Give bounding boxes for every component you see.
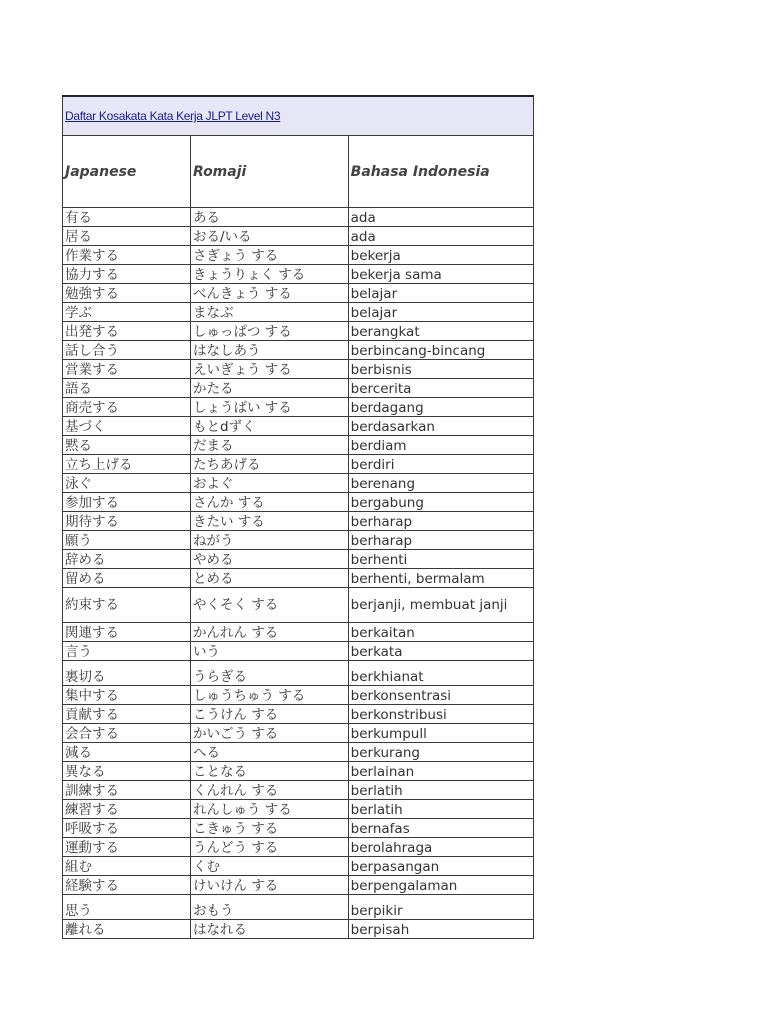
table-row [63,762,534,781]
indonesian-cell: berpisah [348,920,533,939]
romaji-cell: しゅうちゅう する [190,686,348,705]
indonesian-cell: berharap [348,531,533,550]
japanese-cell: 異なる [63,762,191,781]
table-row [63,436,534,455]
indonesian-cell: berangkat [348,322,533,341]
table-row [63,322,534,341]
indonesian-cell: berhenti [348,550,533,569]
indonesian-cell: ada [348,227,533,246]
japanese-cell: 協力する [63,265,191,284]
header-bahasa-indonesia: Bahasa Indonesia [348,136,533,208]
indonesian-cell: berlatih [348,800,533,819]
header-japanese: Japanese [63,136,191,208]
japanese-cell: 貢献する [63,705,191,724]
romaji-cell: えいぎょう する [190,360,348,379]
indonesian-cell: berdasarkan [348,417,533,436]
indonesian-cell: berkaitan [348,623,533,642]
romaji-cell: うんどう する [190,838,348,857]
romaji-cell: うらぎる [190,661,348,686]
japanese-cell: 参加する [63,493,191,512]
table-row [63,227,534,246]
table-row [63,379,534,398]
table-row [63,493,534,512]
romaji-cell: もとdずく [190,417,348,436]
japanese-cell: 基づく [63,417,191,436]
romaji-cell: くんれん する [190,781,348,800]
japanese-cell: 辞める [63,550,191,569]
japanese-cell: 呼吸する [63,819,191,838]
indonesian-cell: belajar [348,284,533,303]
table-row [63,876,534,895]
romaji-cell: やめる [190,550,348,569]
indonesian-cell: berjanji, membuat janji [348,588,533,623]
romaji-cell: おる/いる [190,227,348,246]
header-romaji: Romaji [190,136,348,208]
japanese-cell: 有る [63,208,191,227]
indonesian-cell: berkurang [348,743,533,762]
table-row [63,417,534,436]
romaji-cell: まなぶ [190,303,348,322]
indonesian-cell: berbincang-bincang [348,341,533,360]
romaji-cell: しょうばい する [190,398,348,417]
japanese-cell: 留める [63,569,191,588]
table-row [63,360,534,379]
indonesian-cell: bekerja [348,246,533,265]
japanese-cell: 組む [63,857,191,876]
indonesian-cell: bergabung [348,493,533,512]
table-row [63,838,534,857]
table-row [63,303,534,322]
japanese-cell: 関連する [63,623,191,642]
vocabulary-table [62,95,534,939]
table-row [63,284,534,303]
table-row [63,781,534,800]
japanese-cell: 裏切る [63,661,191,686]
romaji-cell: かいごう する [190,724,348,743]
table-row [63,920,534,939]
japanese-cell: 集中する [63,686,191,705]
japanese-cell: 願う [63,531,191,550]
romaji-cell: しゅっぱつ する [190,322,348,341]
indonesian-cell: berdiri [348,455,533,474]
indonesian-cell: berhenti, bermalam [348,569,533,588]
table-row [63,857,534,876]
romaji-cell: べんきょう する [190,284,348,303]
romaji-cell: こきゅう する [190,819,348,838]
table-row [63,642,534,661]
japanese-cell: 期待する [63,512,191,531]
table-row [63,398,534,417]
japanese-cell: 黙る [63,436,191,455]
japanese-cell: 立ち上げる [63,455,191,474]
romaji-cell: れんしゅう する [190,800,348,819]
table-row [63,455,534,474]
japanese-cell: 減る [63,743,191,762]
japanese-cell: 会合する [63,724,191,743]
romaji-cell: たちあげる [190,455,348,474]
table-row [63,512,534,531]
table-row [63,661,534,686]
romaji-cell: とめる [190,569,348,588]
table-row [63,474,534,493]
japanese-cell: 訓練する [63,781,191,800]
table-row [63,265,534,284]
romaji-cell: さんか する [190,493,348,512]
indonesian-cell: berkonsentrasi [348,686,533,705]
romaji-cell: こうけん する [190,705,348,724]
japanese-cell: 離れる [63,920,191,939]
romaji-cell: へる [190,743,348,762]
table-row [63,531,534,550]
romaji-cell: ある [190,208,348,227]
romaji-cell: けいけん する [190,876,348,895]
table-row [63,341,534,360]
title-cell [63,96,534,136]
japanese-cell: 練習する [63,800,191,819]
romaji-cell: やくそく する [190,588,348,623]
romaji-cell: だまる [190,436,348,455]
japanese-cell: 語る [63,379,191,398]
indonesian-cell: berkata [348,642,533,661]
japanese-cell: 話し合う [63,341,191,360]
table-row [63,569,534,588]
indonesian-cell: berbisnis [348,360,533,379]
indonesian-cell: ada [348,208,533,227]
indonesian-cell: berenang [348,474,533,493]
indonesian-cell: berdiam [348,436,533,455]
indonesian-cell: bekerja sama [348,265,533,284]
japanese-cell: 泳ぐ [63,474,191,493]
table-row [63,550,534,569]
japanese-cell: 営業する [63,360,191,379]
japanese-cell: 運動する [63,838,191,857]
table-row [63,724,534,743]
title-row [63,96,534,136]
romaji-cell: かたる [190,379,348,398]
table-row [63,246,534,265]
indonesian-cell: berpikir [348,895,533,920]
indonesian-cell: berkonstribusi [348,705,533,724]
romaji-cell: かんれん する [190,623,348,642]
indonesian-cell: berpengalaman [348,876,533,895]
indonesian-cell: berdagang [348,398,533,417]
indonesian-cell: berlainan [348,762,533,781]
romaji-cell: さぎょう する [190,246,348,265]
indonesian-cell: berpasangan [348,857,533,876]
table-row [63,800,534,819]
japanese-cell: 商売する [63,398,191,417]
table-row [63,623,534,642]
table-row [63,208,534,227]
romaji-cell: くむ [190,857,348,876]
table-row [63,705,534,724]
romaji-cell: はなしあう [190,341,348,360]
romaji-cell: きょうりょく する [190,265,348,284]
romaji-cell: およぐ [190,474,348,493]
romaji-cell: ことなる [190,762,348,781]
header-row [63,136,534,208]
indonesian-cell: berkhianat [348,661,533,686]
table-row [63,743,534,762]
japanese-cell: 思う [63,895,191,920]
romaji-cell: おもう [190,895,348,920]
japanese-cell: 作業する [63,246,191,265]
japanese-cell: 経験する [63,876,191,895]
indonesian-cell: belajar [348,303,533,322]
romaji-cell: きたい する [190,512,348,531]
japanese-cell: 言う [63,642,191,661]
table-row [63,819,534,838]
japanese-cell: 約束する [63,588,191,623]
indonesian-cell: berlatih [348,781,533,800]
table-row [63,895,534,920]
indonesian-cell: berolahraga [348,838,533,857]
romaji-cell: ねがう [190,531,348,550]
japanese-cell: 居る [63,227,191,246]
japanese-cell: 勉強する [63,284,191,303]
table-row [63,686,534,705]
japanese-cell: 学ぶ [63,303,191,322]
indonesian-cell: bernafas [348,819,533,838]
table-row [63,588,534,623]
indonesian-cell: berkumpull [348,724,533,743]
japanese-cell: 出発する [63,322,191,341]
romaji-cell: いう [190,642,348,661]
romaji-cell: はなれる [190,920,348,939]
indonesian-cell: berharap [348,512,533,531]
indonesian-cell: bercerita [348,379,533,398]
document-title-link[interactable]: Daftar Kosakata Kata Kerja JLPT Level N3 [65,109,281,123]
